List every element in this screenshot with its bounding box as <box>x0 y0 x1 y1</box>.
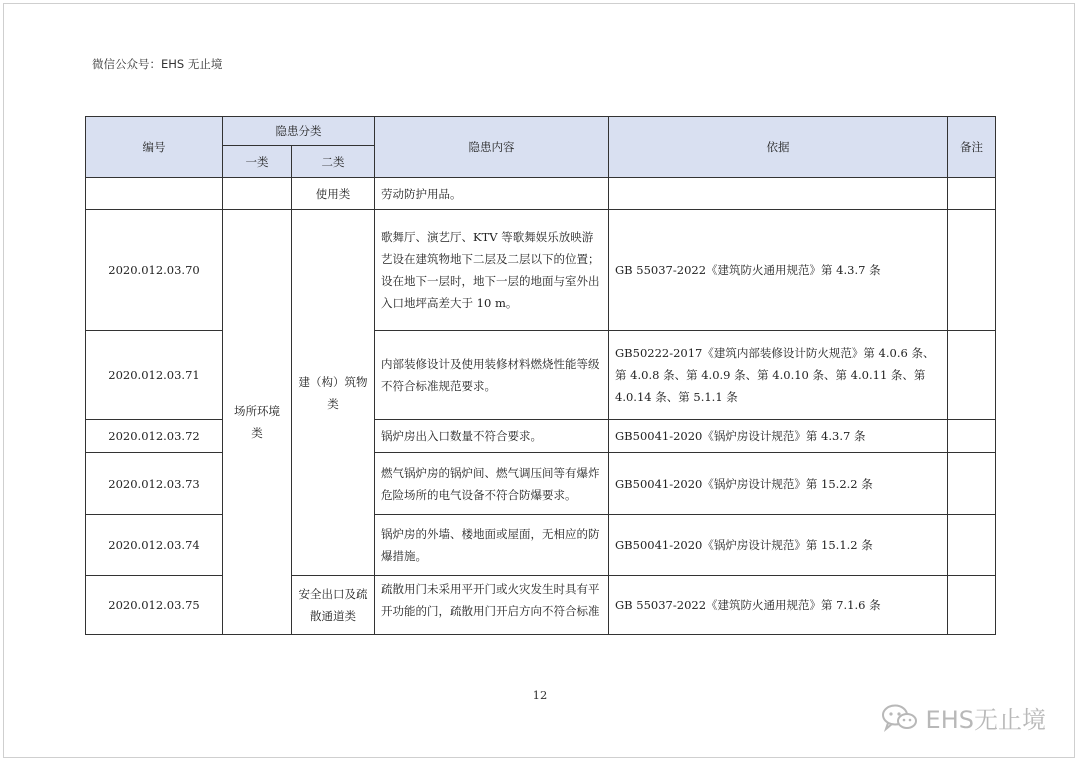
row-code: 2020.012.03.75 <box>86 576 223 635</box>
level2-merged: 建（构）筑物类 <box>292 210 375 576</box>
row-code: 2020.012.03.73 <box>86 453 223 515</box>
table-row <box>86 178 996 210</box>
row-remark <box>948 331 996 420</box>
row-remark <box>948 515 996 576</box>
row-remark <box>948 420 996 453</box>
row-content: 劳动防护用品。 <box>375 178 609 210</box>
row-content <box>375 576 609 635</box>
table-row <box>86 576 996 635</box>
row-code: 2020.012.03.74 <box>86 515 223 576</box>
row-remark <box>948 576 996 635</box>
row-content: 燃气锅炉房的锅炉间、燃气调压间等有爆炸危险场所的电气设备不符合防爆要求。 <box>375 453 609 515</box>
header-remark: 备注 <box>948 117 996 178</box>
row-basis: GB50041-2020《锅炉房设计规范》第 4.3.7 条 <box>609 420 948 453</box>
row-content: 内部装修设计及使用装修材料燃烧性能等级不符合标准规范要求。 <box>375 331 609 420</box>
hazard-table <box>85 116 996 635</box>
row-level2: 使用类 <box>292 178 375 210</box>
row-content-text: 疏散用门未采用平开门或火灾发生时具有平开功能的门，疏散用门开启方向不符合标准 <box>381 582 600 618</box>
table-row <box>86 515 996 576</box>
row-basis <box>609 178 948 210</box>
table-row <box>86 453 996 515</box>
watermark <box>880 700 1046 735</box>
row-basis: GB 55037-2022《建筑防火通用规范》第 7.1.6 条 <box>609 576 948 635</box>
row-level1 <box>223 178 292 210</box>
header-category-level1: 一类 <box>223 146 292 178</box>
watermark-text: EHS无止境 <box>925 706 1046 734</box>
row-remark <box>948 178 996 210</box>
table-row <box>86 420 996 453</box>
row-code: 2020.012.03.70 <box>86 210 223 331</box>
header-code: 编号 <box>86 117 223 178</box>
row-content: 锅炉房出入口数量不符合要求。 <box>375 420 609 453</box>
wechat-icon <box>880 703 920 733</box>
header-basis: 依据 <box>609 117 948 178</box>
row-code: 2020.012.03.72 <box>86 420 223 453</box>
row-remark <box>948 210 996 331</box>
row-content: 歌舞厅、演艺厅、KTV 等歌舞娱乐放映游艺设在建筑物地下二层及二层以下的位置；设在地下一层时，地下一层的地面与室外出入口地坪高差大于 10 m。 <box>375 210 609 331</box>
header-content: 隐患内容 <box>375 117 609 178</box>
page-number: 12 <box>532 688 548 702</box>
row-code <box>86 178 223 210</box>
table-row <box>86 210 996 331</box>
header-category: 隐患分类 <box>223 117 375 146</box>
row-basis: GB 55037-2022《建筑防火通用规范》第 4.3.7 条 <box>609 210 948 331</box>
row-basis: GB50041-2020《锅炉房设计规范》第 15.2.2 条 <box>609 453 948 515</box>
row-basis: GB50041-2020《锅炉房设计规范》第 15.1.2 条 <box>609 515 948 576</box>
header-category-level2: 二类 <box>292 146 375 178</box>
row-content: 锅炉房的外墙、楼地面或屋面，无相应的防爆措施。 <box>375 515 609 576</box>
row-remark <box>948 453 996 515</box>
account-label: 微信公众号：EHS 无止境 <box>92 57 223 71</box>
row-basis: GB50222-2017《建筑内部装修设计防火规范》第 4.0.6 条、第 4.0.8 条、第 4.0.9 条、第 4.0.10 条、第 4.0.11 条、第 4.0.14 条、第 5.1.1 条 <box>609 331 948 420</box>
level1-merged: 场所环境类 <box>223 210 292 635</box>
table-row <box>86 331 996 420</box>
row-level2: 安全出口及疏散通道类 <box>292 576 375 635</box>
row-code: 2020.012.03.71 <box>86 331 223 420</box>
